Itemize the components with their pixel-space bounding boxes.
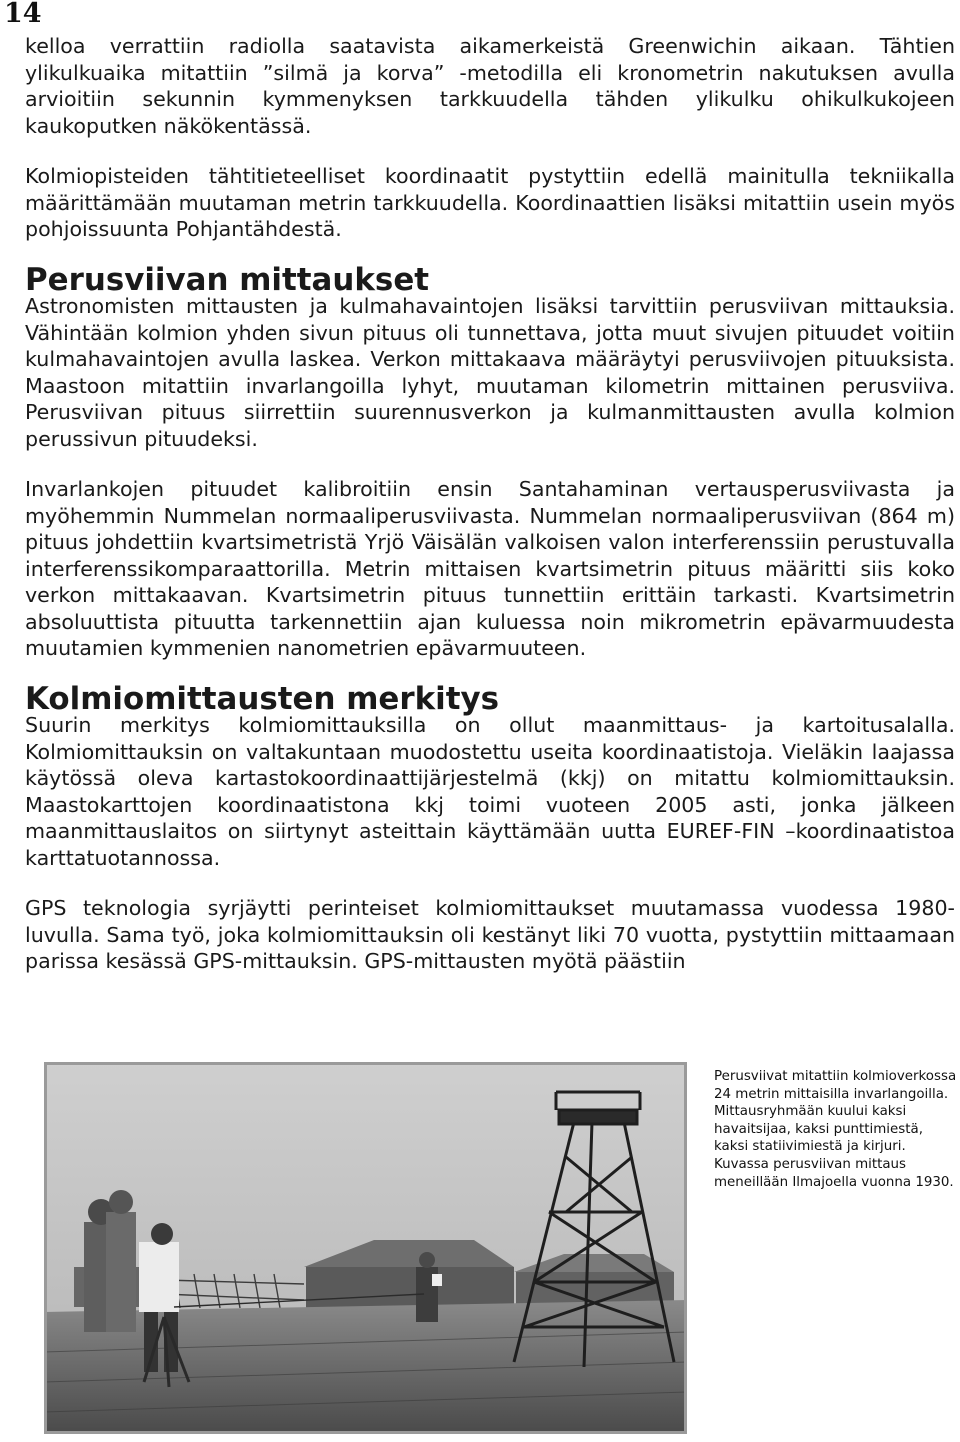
paragraph: kelloa verrattiin radiolla saatavista aikamerkeistä Greenwichin aikaan. Tähtien ylikulkuaika mitattiin ”silmä ja korva” -metodilla eli kronometrin nakutuksen avulla arvioitiin sekunnin kymmenyksen tarkkuudella tähden ylikulku ohikulkukojeen kaukoputken näkökentässä. [25,34,955,138]
paragraph: Suurin merkitys kolmiomittauksilla on ollut maanmittaus- ja kartoitusalalla. Kolmiomittauksin on valtakuntaan muodostettu useita koordinaatistoja. Vieläkin laajassa käytössä oleva kartastokoordinaattijärjestelmä (kkj) on mitattu kolmiomittauksin. Maastokarttojen koordinaatistona kkj toimi vuoteen 2005 asti, jonka jälkeen maanmittauslaitos on siirtynyt asteittain käyttämään uutta EUREF-FIN –koordinaatistoa karttatuotannossa. [25,713,955,870]
body-text [25,33,955,975]
page-number: 14 [4,0,42,29]
paragraph: Kolmiopisteiden tähtitieteelliset koordinaatit pystyttiin edellä mainitulla tekniikalla määrittämään muutaman metrin tarkkuudella. Koordinaattien lisäksi mitattiin usein myös pohjoissuunta Pohjantähdestä. [25,164,955,241]
section-heading: Perusviivan mittaukset [25,261,430,298]
photo-caption: Perusviivat mitattiin kolmioverkossa 24 metrin mittaisilla invarlangoilla. Mittausryhmään kuului kaksi havaitsijaa, kaksi punttimiestä, kaksi statiivimiestä ja kirjuri. Kuvassa perusviivan mittaus meneillään Ilmajoella vuonna 1930. [714,1069,957,1190]
paragraph: GPS teknologia syrjäytti perinteiset kolmiomittaukset muutamassa vuodessa 1980-luvulla. Sama työ, joka kolmiomittauksin oli kestänyt liki 70 vuotta, pystyttiin mittaamaan parissa kesässä GPS-mittauksin. GPS-mittausten myötä päästiin [25,896,955,973]
paragraph: Astronomisten mittausten ja kulmahavaintojen lisäksi tarvittiin perusviivan mittauksia. Vähintään kolmion yhden sivun pituus oli tunnettava, jotta muut sivujen pituudet voitiin kulmahavaintojen avulla laskea. Verkon mittakaava määräytyi perusviivojen pituuksista. Maastoon mitattiin invarlangoilla lyhyt, muutaman kilometrin mittainen perusviiva. Perusviivan pituus siirrettiin suurennusverkon ja kulmanmittausten avulla kolmion perussivun pituudeksi. [25,294,955,451]
photo-illustration [44,1062,687,1434]
paragraph: Invarlankojen pituudet kalibroitiin ensin Santahaminan vertausperusviivasta ja myöhemmin Nummelan normaaliperusviivasta. Nummelan normaaliperusviivan (864 m) pituus johdettiin kvartsimetristä Yrjö Väisälän valkoisen valon interferenssiin perustuvalla interferenssikomparaattorilla. Metrin mittaisen kvartsimetrin pituus määritti siis koko verkon mittakaavan. Kvartsimetrin pituus tunnettiin erittäin tarkasti. Kvartsimetrin absoluuttista pituutta tarkennettiin ajan kuluessa noin mikrometrin epävarmuudesta muutamien kymmenien nanometrien epävarmuuteen. [25,477,955,660]
section-heading: Kolmiomittausten merkitys [25,680,499,717]
historical-photo [44,1062,687,1434]
